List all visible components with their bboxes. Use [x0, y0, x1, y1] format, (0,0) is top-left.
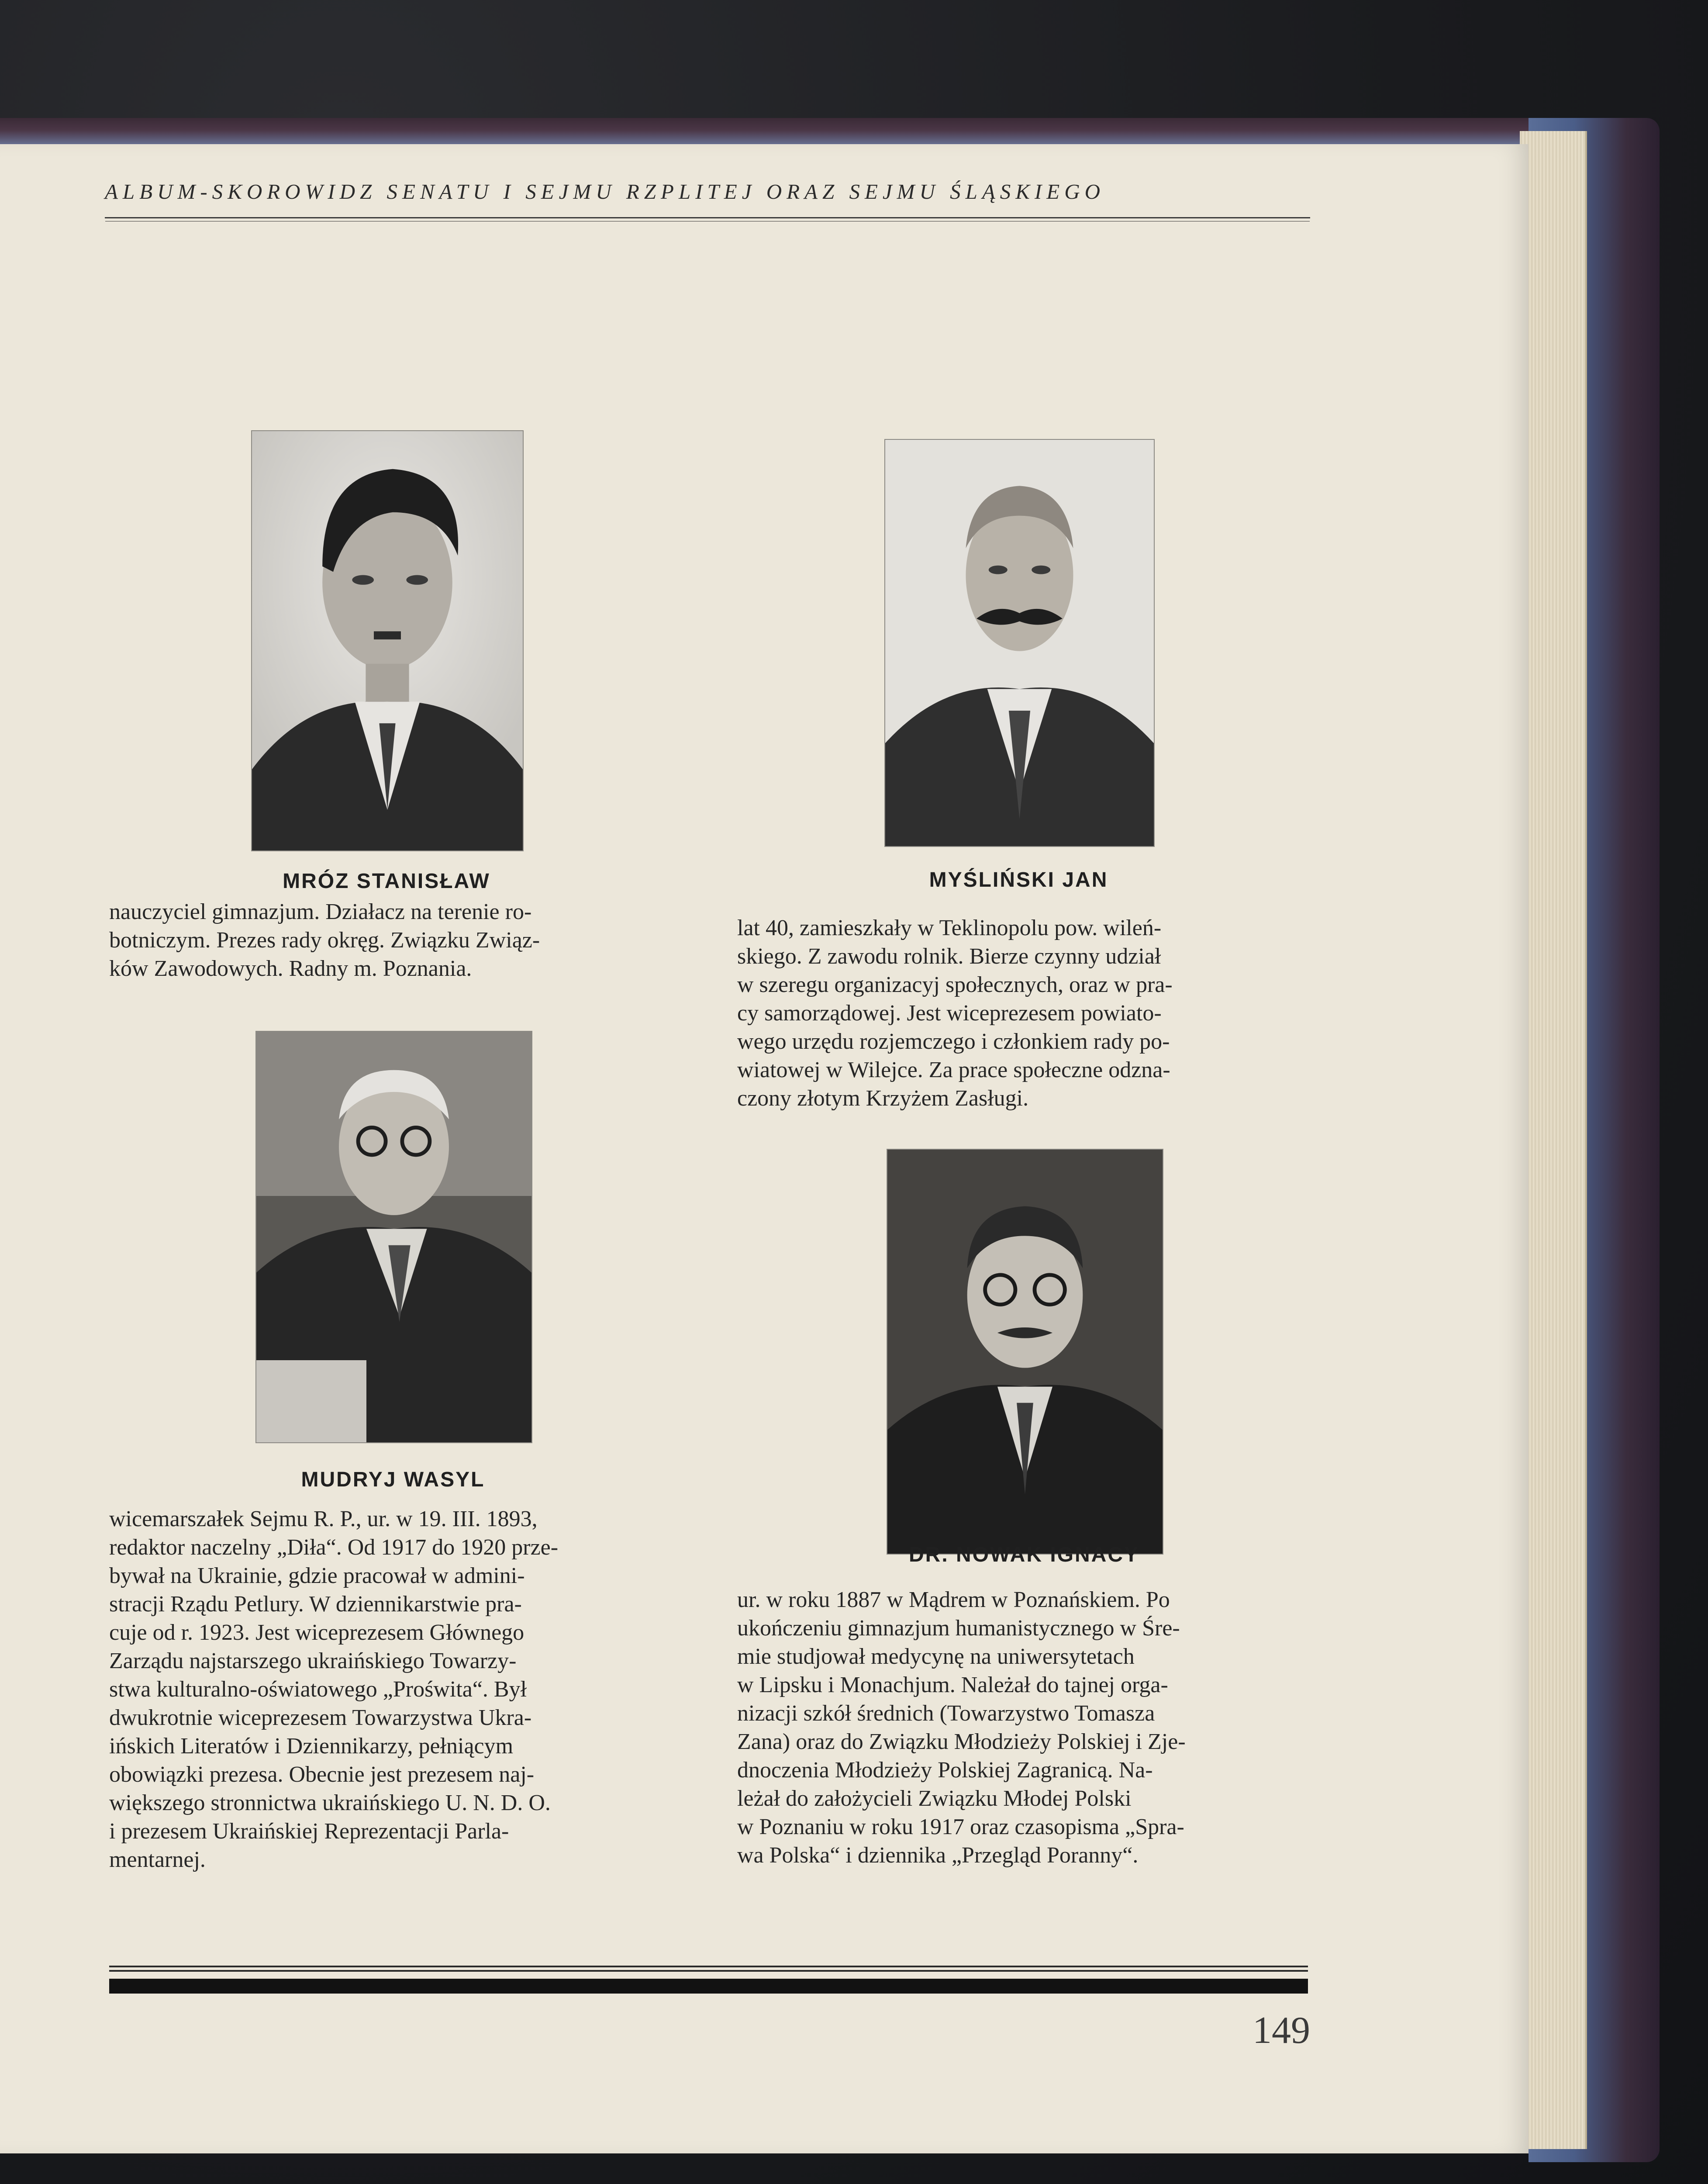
- entry-name: MYŚLIŃSKI JAN: [929, 868, 1108, 892]
- bio-line: w Poznaniu w roku 1917 oraz czasopisma „Spra-: [737, 1814, 1184, 1839]
- bio-line: nauczyciel gimnazjum. Działacz na terenie ro-: [109, 899, 532, 924]
- entry-name: MRÓZ STANISŁAW: [283, 870, 490, 893]
- bio-line: ukończeniu gimnazjum humanistycznego w Śre-: [737, 1616, 1180, 1641]
- entry-bio: [737, 914, 1310, 1113]
- bio-line: wiatowej w Wilejce. Za prace społeczne odzna-: [737, 1057, 1170, 1082]
- page-number: 149: [1253, 2009, 1310, 2052]
- bio-line: wego urzędu rozjemczego i członkiem rady po-: [737, 1029, 1170, 1054]
- bio-line: bywał na Ukrainie, gdzie pracował w admini-: [109, 1563, 525, 1588]
- bio-line: i prezesem Ukraińskiej Reprezentacji Parla-: [109, 1819, 509, 1844]
- bio-line: czony złotym Krzyżem Zasługi.: [737, 1086, 1029, 1111]
- bio-line: lat 40, zamieszkały w Teklinopolu pow. wileń-: [737, 916, 1162, 940]
- bio-line: nizacji szkół średnich (Towarzystwo Tomasza: [737, 1701, 1155, 1726]
- entry-bio: [109, 898, 686, 983]
- bio-line: Zana) oraz do Związku Młodzieży Polskiej i Zje-: [737, 1729, 1186, 1754]
- bio-line: dwukrotnie wiceprezesem Towarzystwa Ukra-: [109, 1705, 532, 1730]
- entry-bio: [737, 1586, 1310, 1870]
- portrait-nowak: [887, 1149, 1163, 1555]
- bio-line: ińskich Literatów i Dziennikarzy, pełniącym: [109, 1734, 514, 1759]
- bio-line: w szeregu organizacyj społecznych, oraz w pra-: [737, 972, 1173, 997]
- portrait-mroz: [251, 430, 524, 851]
- bio-line: stwa kulturalno-oświatowego „Proświta“. Był: [109, 1677, 527, 1702]
- bio-line: ur. w roku 1887 w Mądrem w Poznańskiem. Po: [737, 1587, 1170, 1612]
- footer-rule-thick: [109, 1979, 1308, 1994]
- header-rule: [105, 217, 1310, 218]
- bio-line: skiego. Z zawodu rolnik. Bierze czynny udział: [737, 944, 1161, 969]
- bio-line: cy samorządowej. Jest wiceprezesem powiato-: [737, 1001, 1162, 1026]
- bio-line: dnoczenia Młodzieży Polskiej Zagranicą. Na-: [737, 1758, 1153, 1783]
- bio-line: redaktor naczelny „Diła“. Od 1917 do 1920 prze-: [109, 1535, 559, 1560]
- page-edges: [1520, 131, 1587, 2149]
- bio-line: większego stronnictwa ukraińskiego U. N. D. O.: [109, 1790, 551, 1815]
- bio-line: leżał do założycieli Związku Młodej Polski: [737, 1786, 1132, 1811]
- entry-bio: [109, 1505, 681, 1874]
- bio-line: mentarnej.: [109, 1847, 206, 1872]
- bio-line: Zarządu najstarszego ukraińskiego Towarzy-: [109, 1648, 517, 1673]
- running-header: ALBUM-SKOROWIDZ SENATU I SEJMU RZPLITEJ ORAZ SEJMU ŚLĄSKIEGO: [105, 180, 1105, 204]
- bio-line: ków Zawodowych. Radny m. Poznania.: [109, 956, 472, 981]
- bio-line: cuje od r. 1923. Jest wiceprezesem Głównego: [109, 1620, 524, 1645]
- bio-line: wicemarszałek Sejmu R. P., ur. w 19. III. 1893,: [109, 1507, 538, 1531]
- bio-line: w Lipsku i Monachjum. Należał do tajnej orga-: [737, 1673, 1168, 1697]
- bio-line: botniczym. Prezes rady okręg. Związku Związ-: [109, 928, 540, 953]
- footer-rule-thin: [109, 1966, 1308, 1967]
- entry-name: MUDRYJ WASYL: [301, 1468, 485, 1491]
- portrait-mudryj: [255, 1031, 532, 1443]
- entry-name: DR. NOWAK IGNACY: [909, 1543, 1139, 1566]
- bio-line: obowiązki prezesa. Obecnie jest prezesem naj-: [109, 1762, 535, 1787]
- bio-line: stracji Rządu Petlury. W dziennikarstwie pra-: [109, 1592, 522, 1617]
- portrait-myslinski: [884, 439, 1155, 847]
- bio-line: wa Polska“ i dziennika „Przegląd Poranny“.: [737, 1843, 1139, 1868]
- bio-line: mie studjował medycynę na uniwersytetach: [737, 1644, 1135, 1669]
